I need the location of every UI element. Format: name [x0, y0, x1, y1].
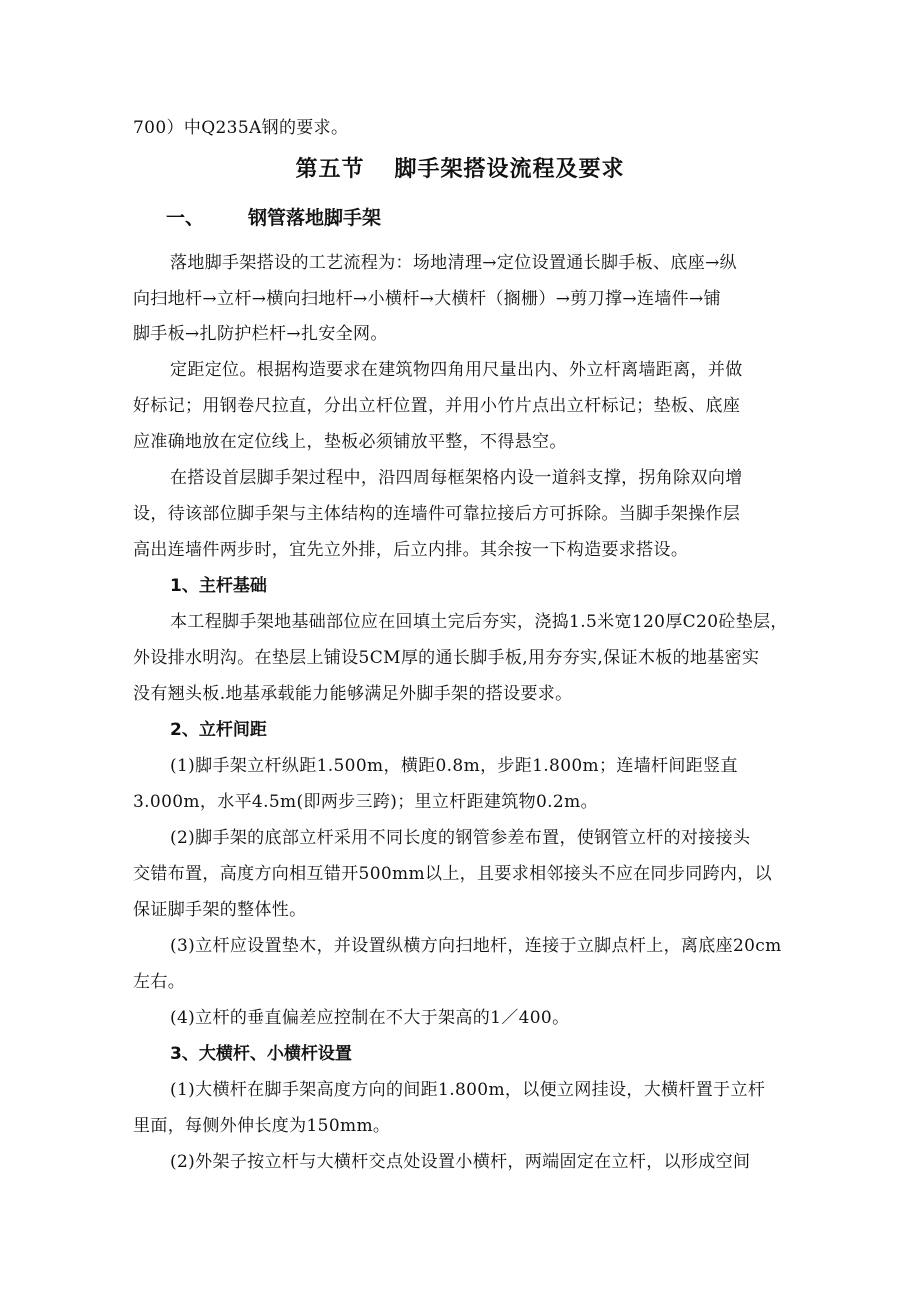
paragraph-line: 定距定位。根据构造要求在建筑物四角用尺量出内、外立杆离墙距离，并做 — [170, 360, 743, 380]
paragraph-line: 应准确地放在定位线上，垫板必须铺放平整，不得悬空。 — [133, 432, 567, 452]
paragraph-line: 左右。 — [133, 972, 186, 992]
subheading-pole-spacing: 2、立杆间距 — [170, 720, 267, 740]
paragraph-line: (2)脚手架的底部立杆采用不同长度的钢管参差布置，使钢管立杆的对接接头 — [170, 828, 751, 848]
paragraph-line: 向扫地杆→立杆→横向扫地杆→小横杆→大横杆（搁栅）→剪刀撑→连墙件→铺 — [133, 289, 721, 309]
paragraph-line: 没有翘头板.地基承载能力能够满足外脚手架的搭设要求。 — [133, 684, 573, 704]
heading-text: 钢管落地脚手架 — [248, 207, 382, 229]
paragraph-line: 在搭设首层脚手架过程中，沿四周每框架格内设一道斜支撑，拐角除双向增 — [170, 468, 743, 488]
subheading-foundation: 1、主杆基础 — [170, 576, 267, 596]
paragraph-line: 脚手板→扎防护栏杆→扎安全网。 — [133, 324, 388, 344]
paragraph-line: (1)大横杆在脚手架高度方向的间距1.800m，以便立网挂设，大横杆置于立杆 — [170, 1080, 766, 1100]
heading-steel-scaffold — [166, 205, 381, 231]
paragraph-line: 外设排水明沟。在垫层上铺设5CM厚的通长脚手板,用夯夯实,保证木板的地基密实 — [133, 648, 760, 668]
paragraph-line: 本工程脚手架地基础部位应在回填土完后夯实，浇捣1.5米宽120厚C20砼垫层， — [170, 612, 788, 632]
paragraph-line: (3)立杆应设置垫木，并设置纵横方向扫地杆，连接于立脚点杆上，离底座20cm — [170, 936, 782, 956]
section-title-number: 第五节 — [295, 157, 365, 182]
paragraph-line: 落地脚手架搭设的工艺流程为：场地清理→定位设置通长脚手板、底座→纵 — [170, 253, 738, 273]
paragraph-line: (2)外架子按立杆与大横杆交点处设置小横杆，两端固定在立杆，以形成空间 — [170, 1152, 751, 1172]
continuation-line: 700）中Q235A钢的要求。 — [133, 118, 349, 138]
paragraph-line: 保证脚手架的整体性。 — [133, 900, 307, 920]
paragraph-line: 里面，每侧外伸长度为150mm。 — [133, 1116, 391, 1136]
paragraph-line: 高出连墙件两步时，宜先立外排，后立内排。其余按一下构造要求搭设。 — [133, 540, 689, 560]
paragraph-line: (1)脚手架立杆纵距1.500m，横距0.8m，步距1.800m；连墙杆间距竖直 — [170, 756, 738, 776]
paragraph-line: 3.000m，水平4.5m(即两步三跨)；里立杆距建筑物0.2m。 — [133, 792, 598, 812]
subheading-horizontal-bars: 3、大横杆、小横杆设置 — [170, 1044, 352, 1064]
section-title — [0, 155, 920, 185]
paragraph-line: 好标记；用钢卷尺拉直，分出立杆位置，并用小竹片点出立杆标记；垫板、底座 — [133, 396, 741, 416]
heading-number: 一、 — [166, 207, 205, 229]
paragraph-line: 设，待该部位脚手架与主体结构的连墙件可靠拉接后方可拆除。当脚手架操作层 — [133, 504, 741, 524]
paragraph-line: (4)立杆的垂直偏差应控制在不大于架高的1／400。 — [170, 1008, 570, 1028]
section-title-text: 脚手架搭设流程及要求 — [394, 157, 625, 182]
paragraph-line: 交错布置，高度方向相互错开500mm以上，且要求相邻接头不应在同步同跨内，以 — [133, 864, 772, 884]
